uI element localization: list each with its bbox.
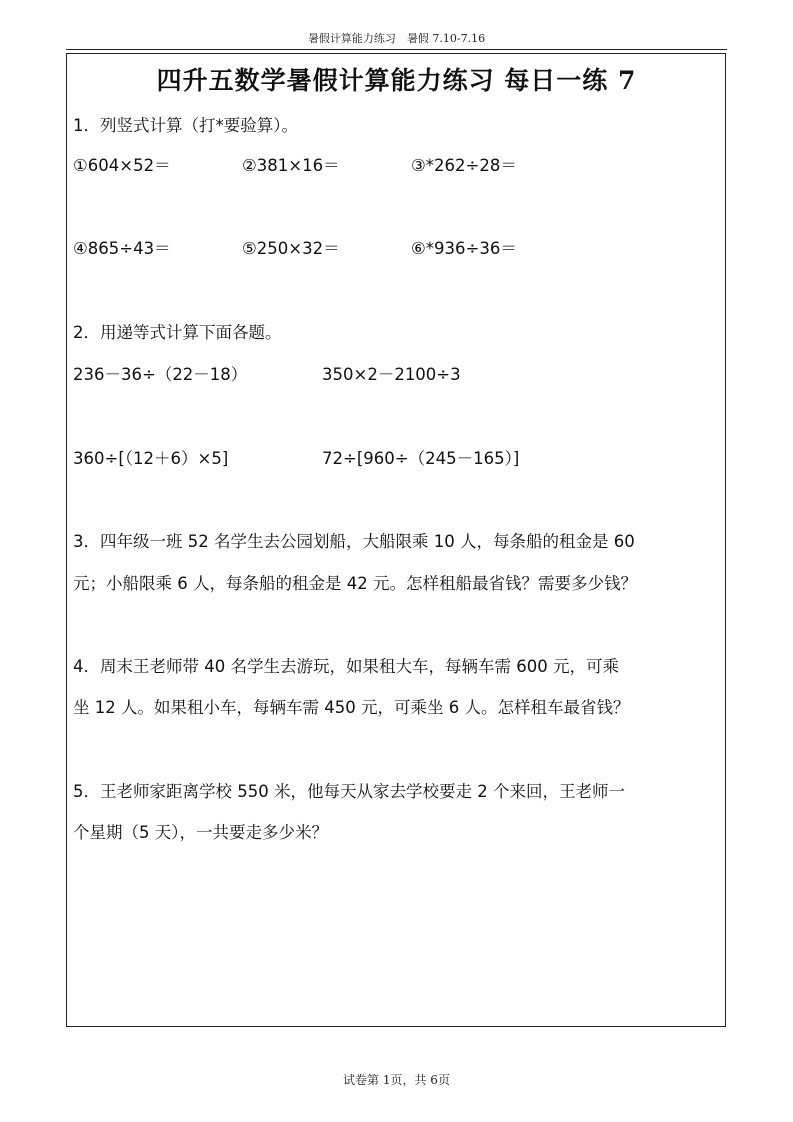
q1-item-4: ④865÷43＝ bbox=[73, 239, 171, 258]
q3-line-2: 元；小船限乘 6 人，每条船的租金是 42 元。怎样租船最省钱？需要多少钱？ bbox=[73, 574, 637, 593]
q1-item-5: ⑤250×32＝ bbox=[242, 239, 340, 258]
q1-item-6: ⑥*936÷36＝ bbox=[411, 239, 517, 258]
q2-prompt: 2．用递等式计算下面各题。 bbox=[73, 323, 282, 342]
q1-item-2: ②381×16＝ bbox=[242, 156, 340, 175]
page-title: 四升五数学暑假计算能力练习 每日一练 7 bbox=[156, 66, 637, 95]
header-divider bbox=[66, 49, 727, 50]
q3-line-1: 3．四年级一班 52 名学生去公园划船，大船限乘 10 人，每条船的租金是 60 bbox=[73, 532, 635, 551]
q2-item-3: 360÷[（12＋6）×5] bbox=[73, 449, 229, 468]
q1-item-1: ①604×52＝ bbox=[73, 156, 171, 175]
q4-line-1: 4．周末王老师带 40 名学生去游玩，如果租大车，每辆车需 600 元，可乘 bbox=[73, 657, 619, 676]
q1-item-3: ③*262÷28＝ bbox=[411, 156, 517, 175]
q2-item-1: 236－36÷（22－18） bbox=[73, 365, 248, 384]
q5-line-1: 5．王老师家距离学校 550 米，他每天从家去学校要走 2 个来回，王老师一 bbox=[73, 782, 625, 801]
q4-line-2: 坐 12 人。如果租小车，每辆车需 450 元，可乘坐 6 人。怎样租车最省钱？ bbox=[73, 698, 630, 717]
q5-line-2: 个星期（5 天），一共要走多少米？ bbox=[73, 823, 328, 842]
page-footer: 试卷第 1页，共 6页 bbox=[343, 1073, 450, 1087]
q1-prompt: 1．列竖式计算（打*要验算）。 bbox=[73, 116, 298, 135]
q2-item-2: 350×2－2100÷3 bbox=[322, 365, 461, 384]
q2-item-4: 72÷[960÷（245－165）] bbox=[322, 449, 520, 468]
page-header: 暑假计算能力练习 暑假 7.10-7.16 bbox=[307, 32, 486, 45]
